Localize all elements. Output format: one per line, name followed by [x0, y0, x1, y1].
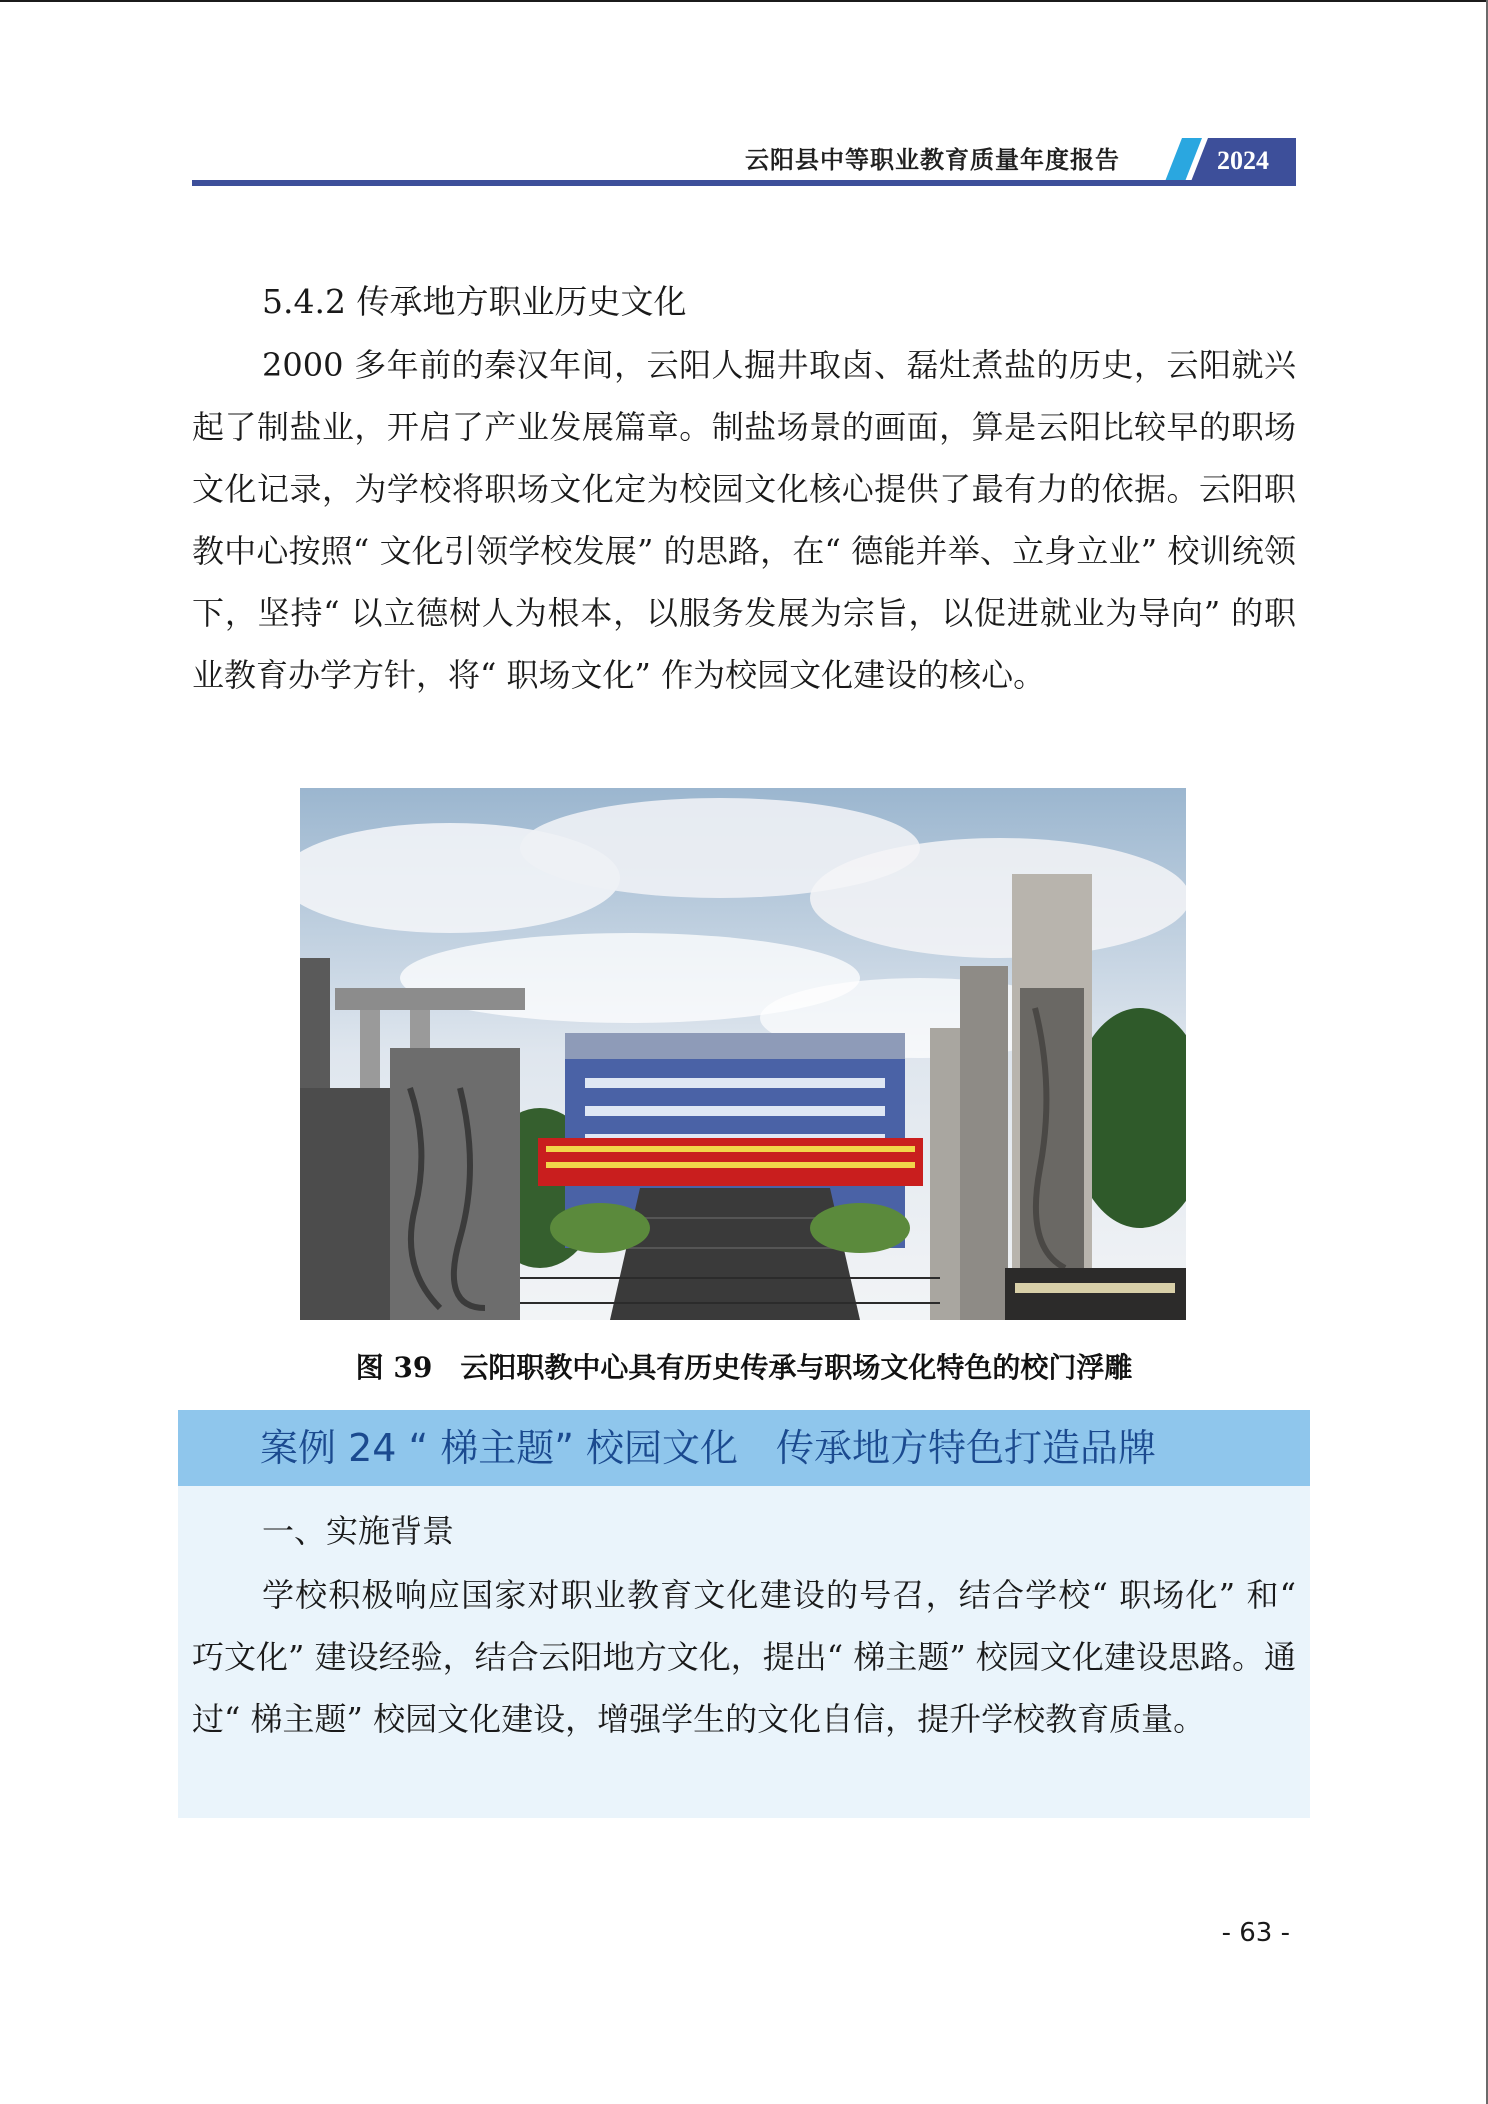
page-number: - 63 - [1221, 1918, 1290, 1948]
case-body [178, 1486, 1310, 1818]
header-rule [192, 180, 1296, 186]
report-header-title: 云阳县中等职业教育质量年度报告 [745, 145, 1120, 174]
header-year: 2024 [1217, 146, 1269, 175]
section-paragraph: 2000 多年前的秦汉年间，云阳人掘井取卤、磊灶煮盐的历史，云阳就兴起了制盐业，开启了产业发展篇章。制盐场景的画面，算是云阳比较早的职场文化记录，为学校将职场文化定为校园文化核心提供了最有力的依据。云阳职教中心按照“ 文化引领学校发展” 的思路，在“ 德能并举、立身立业” 校训统领下，坚持“ 以立德树人为根本，以服务发展为宗旨，以促进就业为导向” 的职业教育办学方针，将“ 职场文化” 作为校园文化建设的核心。 [192, 346, 1296, 694]
case-subheading: 一、实施背景 [262, 1512, 455, 1550]
campus-gate-photo [300, 788, 1186, 1320]
header-year-badge [1160, 138, 1296, 184]
figure-caption: 图 39 云阳职教中心具有历史传承与职场文化特色的校门浮雕 [355, 1351, 1133, 1384]
page-top-border [0, 0, 1488, 2]
case-title: 案例 24 “ 梯主题” 校园文化 传承地方特色打造品牌 [260, 1426, 1157, 1470]
campus-gate-illustration [300, 788, 1186, 1320]
case-banner [178, 1410, 1310, 1486]
section-heading: 5.4.2 传承地方职业历史文化 [262, 282, 687, 321]
case-paragraph: 学校积极响应国家对职业教育文化建设的号召，结合学校“ 职场化” 和“ 巧文化” 建设经验，结合云阳地方文化，提出“ 梯主题” 校园文化建设思路。通过“ 梯主题” 校园文化建设，增强学生的文化自信，提升学校教育质量。 [192, 1576, 1296, 1738]
